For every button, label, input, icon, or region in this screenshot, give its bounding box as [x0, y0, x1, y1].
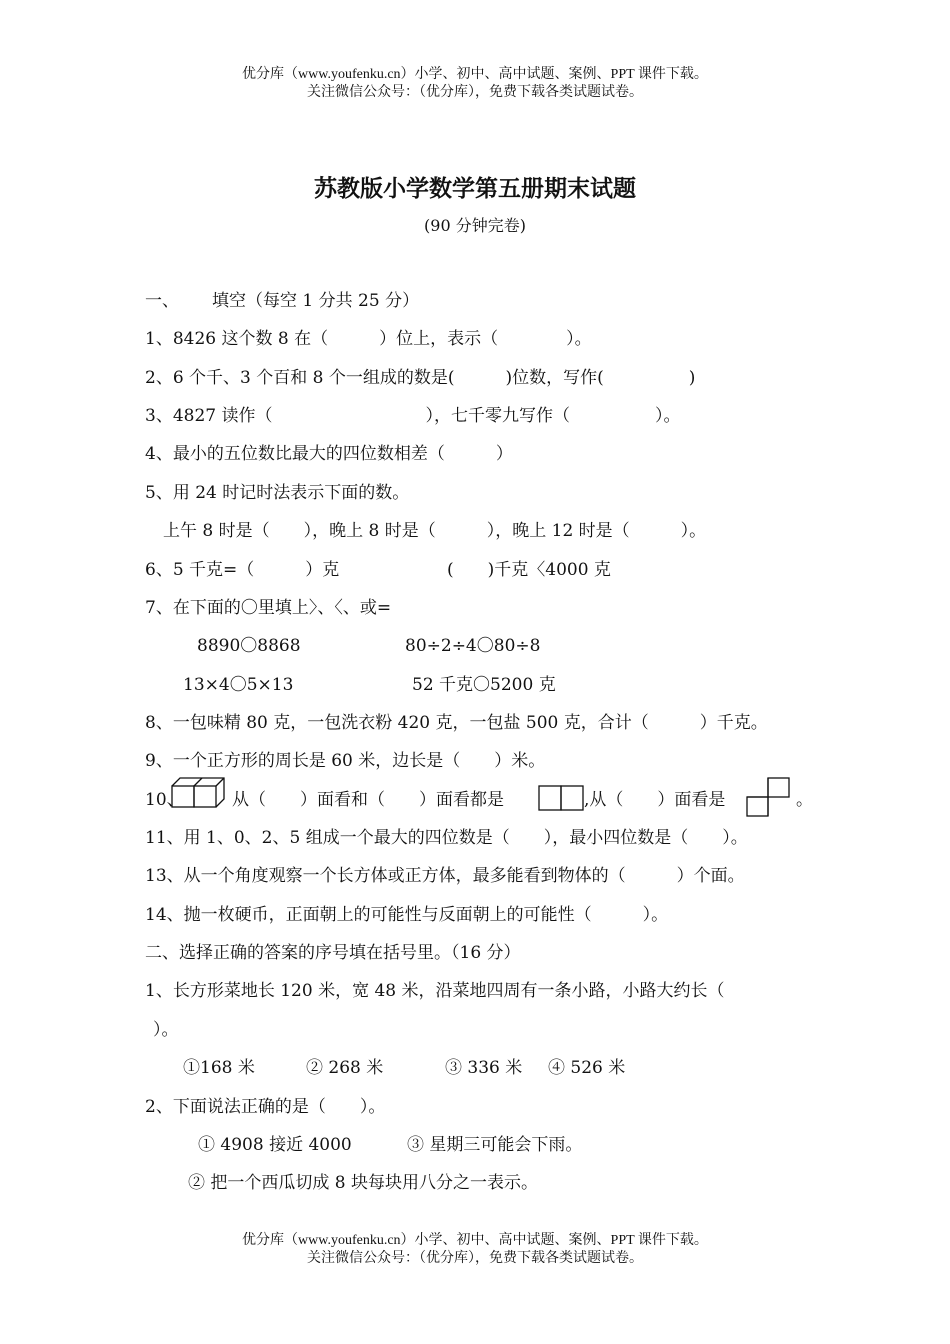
question-1-9: 9、一个正方形的周长是 60 米，边长是（ ）米。	[145, 751, 546, 771]
header-line-1: 优分库（www.youfenku.cn）小学、初中、高中试题、案例、PPT 课件下载。	[242, 67, 708, 82]
question-2-1-option-4: ④ 526 米	[548, 1058, 626, 1078]
question-1-7-item-b: 80÷2÷4〇80÷8	[405, 636, 541, 656]
question-1-10-text-end: ,从（ ）面看是	[584, 790, 726, 810]
question-2-1-option-1: ①168 米	[183, 1058, 255, 1078]
question-1-5-detail: 上午 8 时是（ ），晚上 8 时是（ ），晚上 12 时是（ ）。	[163, 521, 707, 541]
section-1-heading: 填空（每空 1 分共 25 分）	[212, 291, 420, 311]
question-1-7: 7、在下面的〇里填上〉、〈、或=	[145, 598, 392, 618]
footer-line-2: 关注微信公众号：（优分库），免费下载各类试题试卷。	[307, 1251, 643, 1266]
question-2-2-option-1: ① 4908 接近 4000	[198, 1135, 352, 1155]
cube-figure	[171, 776, 225, 808]
question-1-13: 13、从一个角度观察一个长方体或正方体，最多能看到物体的（ ）个面。	[145, 866, 745, 886]
question-1-7-item-c: 13×4〇5×13	[183, 675, 294, 695]
top-view-icon	[746, 777, 791, 817]
question-2-2-option-2: ② 把一个西瓜切成 8 块每块用八分之一表示。	[188, 1173, 539, 1193]
question-2-2: 2、下面说法正确的是（ ）。	[145, 1097, 386, 1117]
question-1-2: 2、6 个千、3 个百和 8 个一组成的数是( )位数，写作( )	[145, 368, 696, 388]
footer-line-1: 优分库（www.youfenku.cn）小学、初中、高中试题、案例、PPT 课件下载。	[242, 1233, 708, 1248]
question-2-1: 1、长方形菜地长 120 米，宽 48 米，沿菜地四周有一条小路，小路大约长（	[145, 981, 725, 1001]
header-line-2: 关注微信公众号：（优分库），免费下载各类试题试卷。	[307, 85, 643, 100]
section-1-number: 一、	[145, 291, 179, 311]
question-2-2-option-3: ③ 星期三可能会下雨。	[407, 1135, 583, 1155]
two-cubes-icon	[171, 776, 225, 808]
question-2-1-option-2: ② 268 米	[306, 1058, 384, 1078]
question-1-3: 3、4827 读作（ ），七千零九写作（ ）。	[145, 406, 681, 426]
page-title: 苏教版小学数学第五册期末试题	[314, 176, 636, 202]
question-2-1-option-3: ③ 336 米	[445, 1058, 523, 1078]
question-2-1-end: ）。	[153, 1020, 179, 1040]
question-1-5: 5、用 24 时记时法表示下面的数。	[145, 483, 410, 503]
l-shape-view	[746, 777, 791, 821]
question-1-6-part-b: ( )千克〈4000 克	[447, 560, 611, 580]
question-1-7-item-a: 8890〇8868	[197, 636, 301, 656]
section-2-heading: 二、选择正确的答案的序号填在括号里。（16 分）	[145, 943, 521, 963]
question-1-1: 1、8426 这个数 8 在（ ）位上，表示（ ）。	[145, 329, 592, 349]
page-subtitle: (90 分钟完卷)	[424, 216, 526, 235]
two-squares-view	[538, 785, 584, 815]
question-1-10-number: 10、	[145, 790, 184, 810]
front-view-icon	[538, 785, 584, 811]
question-1-14: 14、抛一枚硬币，正面朝上的可能性与反面朝上的可能性（ ）。	[145, 905, 669, 925]
question-1-11: 11、用 1、0、2、5 组成一个最大的四位数是（ ），最小四位数是（ ）。	[145, 828, 748, 848]
question-1-6-part-a: 6、5 千克=（ ）克	[145, 560, 340, 580]
question-1-4: 4、最小的五位数比最大的四位数相差（ ）	[145, 444, 513, 464]
question-1-8: 8、一包味精 80 克，一包洗衣粉 420 克，一包盐 500 克，合计（ ）千克。	[145, 713, 768, 733]
question-1-7-item-d: 52 千克〇5200 克	[412, 675, 556, 695]
question-1-10-text: 从（ ）面看和（ ）面看都是	[232, 790, 504, 810]
question-1-10-period: 。	[796, 790, 813, 810]
